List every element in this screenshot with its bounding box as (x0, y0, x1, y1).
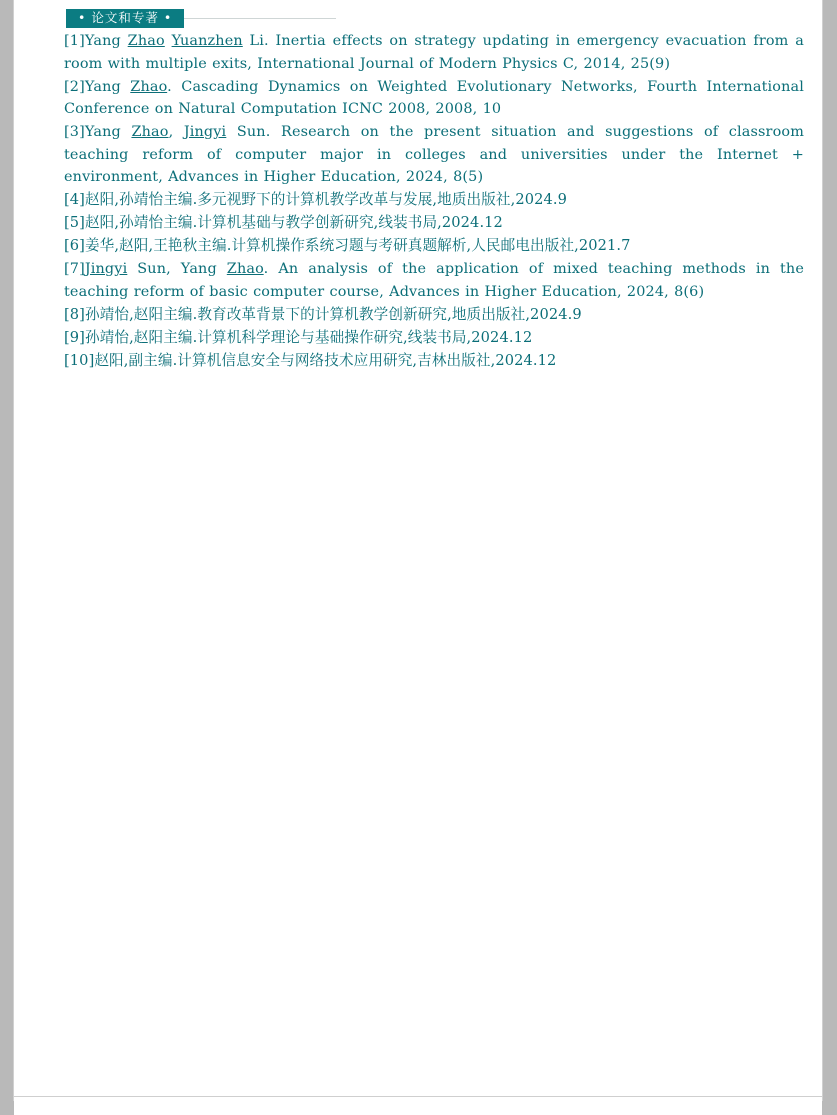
reference-item (64, 235, 804, 258)
section-header (66, 8, 336, 28)
reference-item (64, 76, 804, 121)
page-bottom-edge (14, 1096, 822, 1115)
reference-text: Yang Zhao. Cascading Dynamics on Weighted Evolutionary Networks, Fourth International Conference on Natural Computation ICNC 2008, 2008, 10 (64, 78, 804, 117)
reference-text: Yang Zhao Yuanzhen Li. Inertia effects on strategy updating in emergency evacuation from a room with multiple exits, International Journal of Modern Physics C, 2014, 25(9) (64, 33, 804, 72)
reference-marker: [9] (64, 328, 85, 346)
reference-item (64, 350, 804, 373)
reference-item (64, 30, 804, 75)
section-tag-label: • 论文和专著 • (66, 9, 184, 28)
reference-marker: [5] (64, 214, 85, 231)
reference-item (64, 189, 804, 212)
reference-marker: [6] (64, 237, 85, 254)
reference-text: Yang Zhao, Jingyi Sun. Research on the present situation and suggestions of classroom teaching reform of computer major in colleges and universities under the Internet + environment, Advances in Higher Education, 2024, 8(5) (64, 124, 804, 185)
reference-marker: [10] (64, 351, 95, 369)
reference-item (64, 121, 804, 189)
reference-item (64, 258, 804, 303)
reference-marker: [7] (64, 261, 85, 277)
reference-text: 姜华,赵阳,王艳秋主编.计算机操作系统习题与考研真题解析,人民邮电出版社,2021.7 (84, 237, 631, 254)
reference-marker: [2] (64, 78, 85, 95)
reference-text: 赵阳,孙靖怡主编.计算机基础与教学创新研究,线装书局,2024.12 (84, 214, 503, 231)
reference-text: 孙靖怡,赵阳主编.教育改革背景下的计算机教学创新研究,地质出版社,2024.9 (84, 305, 582, 323)
reference-marker: [1] (64, 33, 85, 49)
reference-marker: [8] (64, 305, 85, 323)
reference-list (64, 30, 804, 373)
reference-item (64, 304, 804, 327)
reference-item (64, 327, 804, 350)
reference-text: 赵阳,孙靖怡主编.多元视野下的计算机教学改革与发展,地质出版社,2024.9 (84, 191, 568, 208)
section-rule (184, 18, 336, 19)
reference-text: Jingyi Sun, Yang Zhao. An analysis of the application of mixed teaching methods in the teaching reform of basic computer course, Advances in Higher Education, 2024, 8(6) (64, 261, 804, 300)
reference-marker: [3] (64, 124, 85, 140)
document-page (14, 0, 822, 1100)
reference-text: 赵阳,副主编.计算机信息安全与网络技术应用研究,吉林出版社,2024.12 (94, 351, 557, 369)
reference-text: 孙靖怡,赵阳主编.计算机科学理论与基础操作研究,线装书局,2024.12 (84, 328, 533, 346)
reference-item (64, 212, 804, 235)
reference-marker: [4] (64, 191, 85, 208)
